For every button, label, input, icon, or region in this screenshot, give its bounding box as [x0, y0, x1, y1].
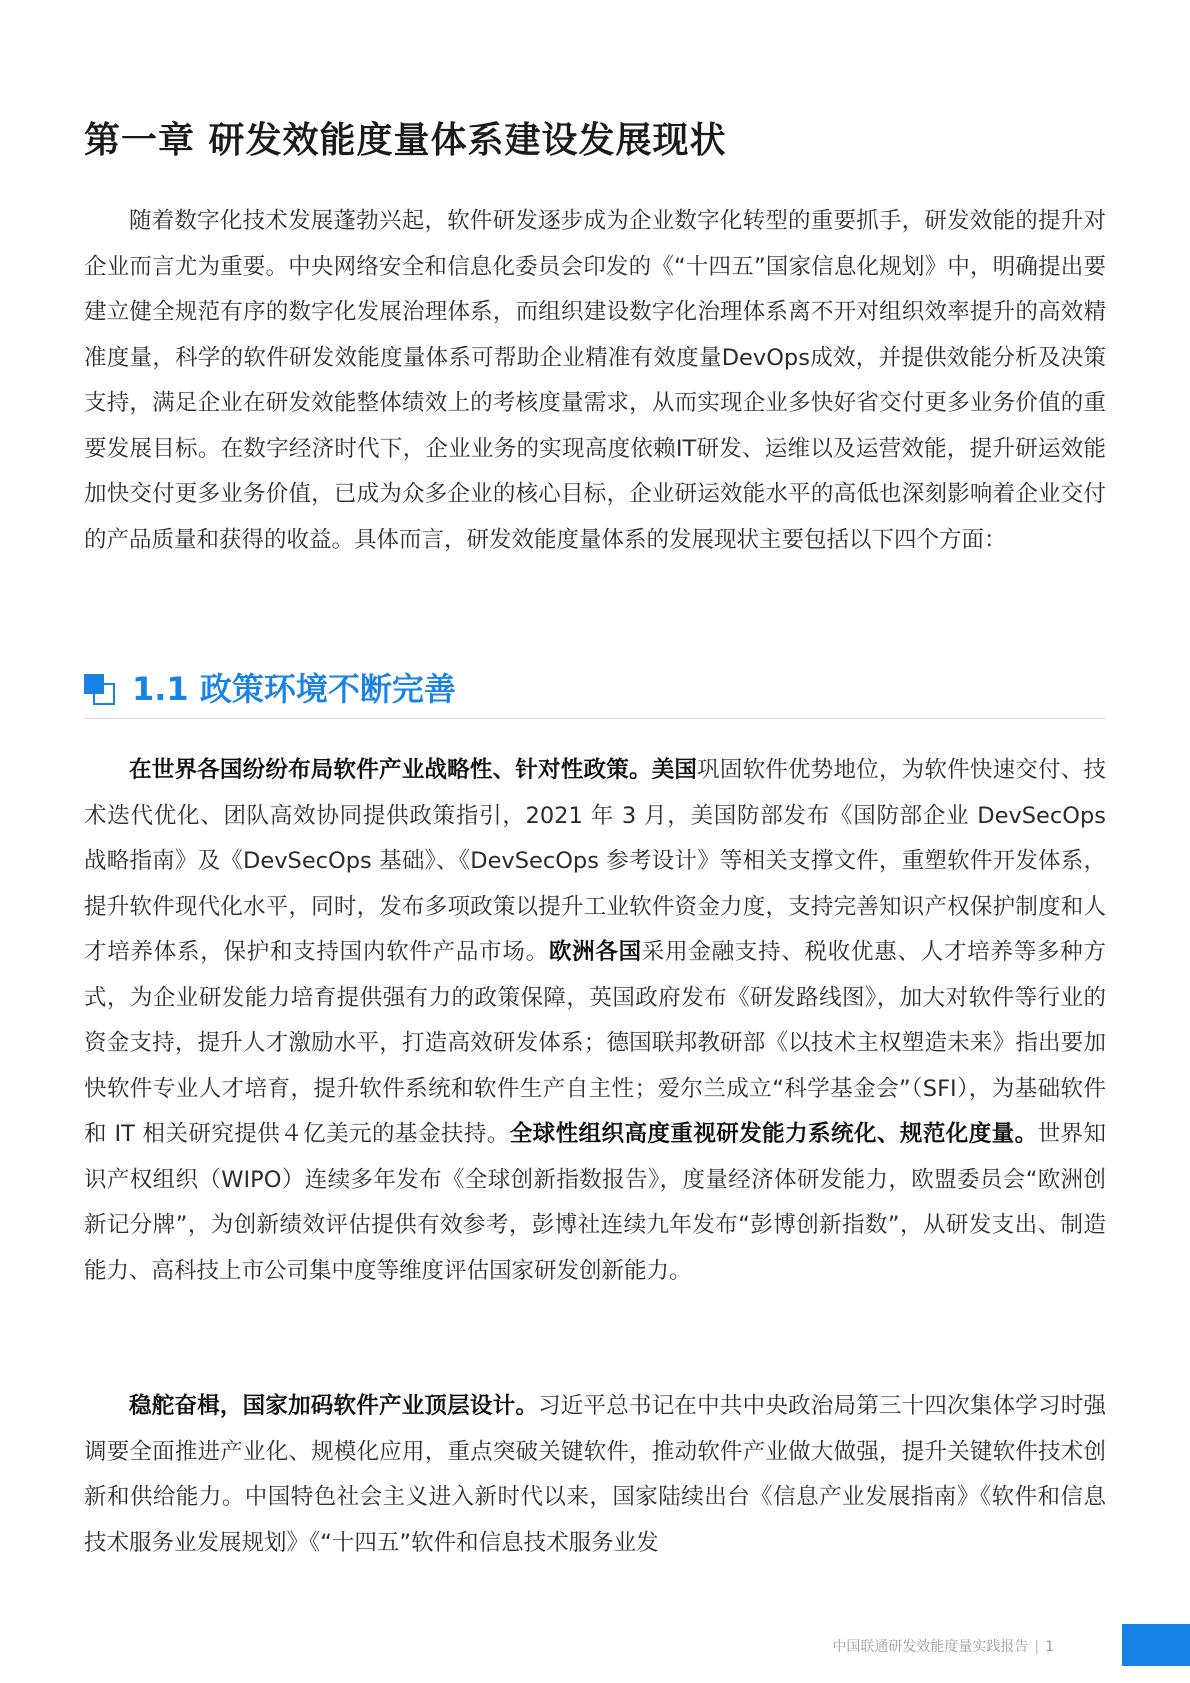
section-number: 1.1 — [132, 670, 189, 708]
section-square-icon — [84, 674, 116, 706]
national-policy-paragraph — [84, 1384, 1106, 1566]
section-divider — [84, 718, 1106, 719]
national-policy-text: 习近平总书记在中共中央政治局第三十四次集体学习时强调要全面推进产业化、规模化应用，重点突破关键软件，推动软件产业做大做强，提升关键软件技术创新和供给能力。中国特色社会主义进入新时代以来，国家陆续出台《信息产业发展指南》《软件和信息技术服务业发展规划》《“十四五”软件和信息技术服务业发 — [84, 1393, 1106, 1556]
footer-report-title: 中国联通研发效能度量实践报告 — [832, 1639, 1029, 1655]
footer-accent-bar — [1122, 1624, 1190, 1666]
footer-separator: | — [1034, 1639, 1040, 1655]
section-title-text: 政策环境不断完善 — [199, 670, 456, 708]
chapter-title: 第一章 研发效能度量体系建设发展现状 — [84, 120, 727, 161]
global-org-label: 全球性组织高度重视研发能力系统化、规范化度量。 — [509, 1121, 1038, 1147]
section-heading — [84, 664, 1106, 710]
national-lead-sentence: 稳舵奋楫，国家加码软件产业顶层设计。 — [129, 1393, 539, 1419]
us-policy-text: 巩固软件优势地位，为软件快速交付、技术迭代优化、团队高效协同提供政策指引，2021 年 3 月，美国防部发布《国防部企业 DevSecOps 战略指南》及《DevSecOps 基础》、《DevSecOps 参考设计》等相关支撑文件，重塑软件开发体系，提升软件现代化水平，同时，发布多项政策以提升工业软件资金力度，支持完善知识产权保护制度和人才培养体系，保护和支持国内软件产品市场。 — [84, 757, 1106, 965]
page-footer — [832, 1636, 1054, 1656]
policy-lead-sentence: 在世界各国纷纷布局软件产业战略性、针对性政策。 — [129, 757, 652, 783]
section-title — [132, 664, 456, 710]
us-label: 美国 — [651, 757, 698, 783]
eu-label: 欧洲各国 — [548, 939, 642, 965]
eu-policy-text: 采用金融支持、税收优惠、人才培养等多种方式，为企业研发能力培育提供强有力的政策保障，英国政府发布《研发路线图》，加大对软件等行业的资金支持，提升人才激励水平，打造高效研发体系；德国联邦教研部《以技术主权塑造未来》指出要加快软件专业人才培育，提升软件系统和软件生产自主性；爱尔兰成立“科学基金会”（SFI），为基础软件和 IT 相关研究提供４亿美元的基金扶持。 — [84, 939, 1106, 1147]
intro-paragraph: 随着数字化技术发展蓬勃兴起，软件研发逐步成为企业数字化转型的重要抓手，研发效能的提升对企业而言尤为重要。中央网络安全和信息化委员会印发的《“十四五”国家信息化规划》中，明确提出要建立健全规范有序的数字化发展治理体系，而组织建设数字化治理体系离不开对组织效率提升的高效精准度量，科学的软件研发效能度量体系可帮助企业精准有效度量DevOps成效，并提供效能分析及决策支持，满足企业在研发效能整体绩效上的考核度量需求，从而实现企业多快好省交付更多业务价值的重要发展目标。在数字经济时代下，企业业务的实现高度依赖IT研发、运维以及运营效能，提升研运效能加快交付更多业务价值，已成为众多企业的核心目标，企业研运效能水平的高低也深刻影响着企业交付的产品质量和获得的收益。具体而言，研发效能度量体系的发展现状主要包括以下四个方面： — [84, 208, 1106, 553]
page-number: 1 — [1045, 1639, 1054, 1655]
policy-paragraph — [84, 748, 1106, 1294]
global-org-text: 世界知识产权组织（WIPO）连续多年发布《全球创新指数报告》，度量经济体研发能力，欧盟委员会“欧洲创新记分牌”，为创新绩效评估提供有效参考，彭博社连续九年发布“彭博创新指数”，从研发支出、制造能力、高科技上市公司集中度等维度评估国家研发创新能力。 — [84, 1121, 1106, 1284]
